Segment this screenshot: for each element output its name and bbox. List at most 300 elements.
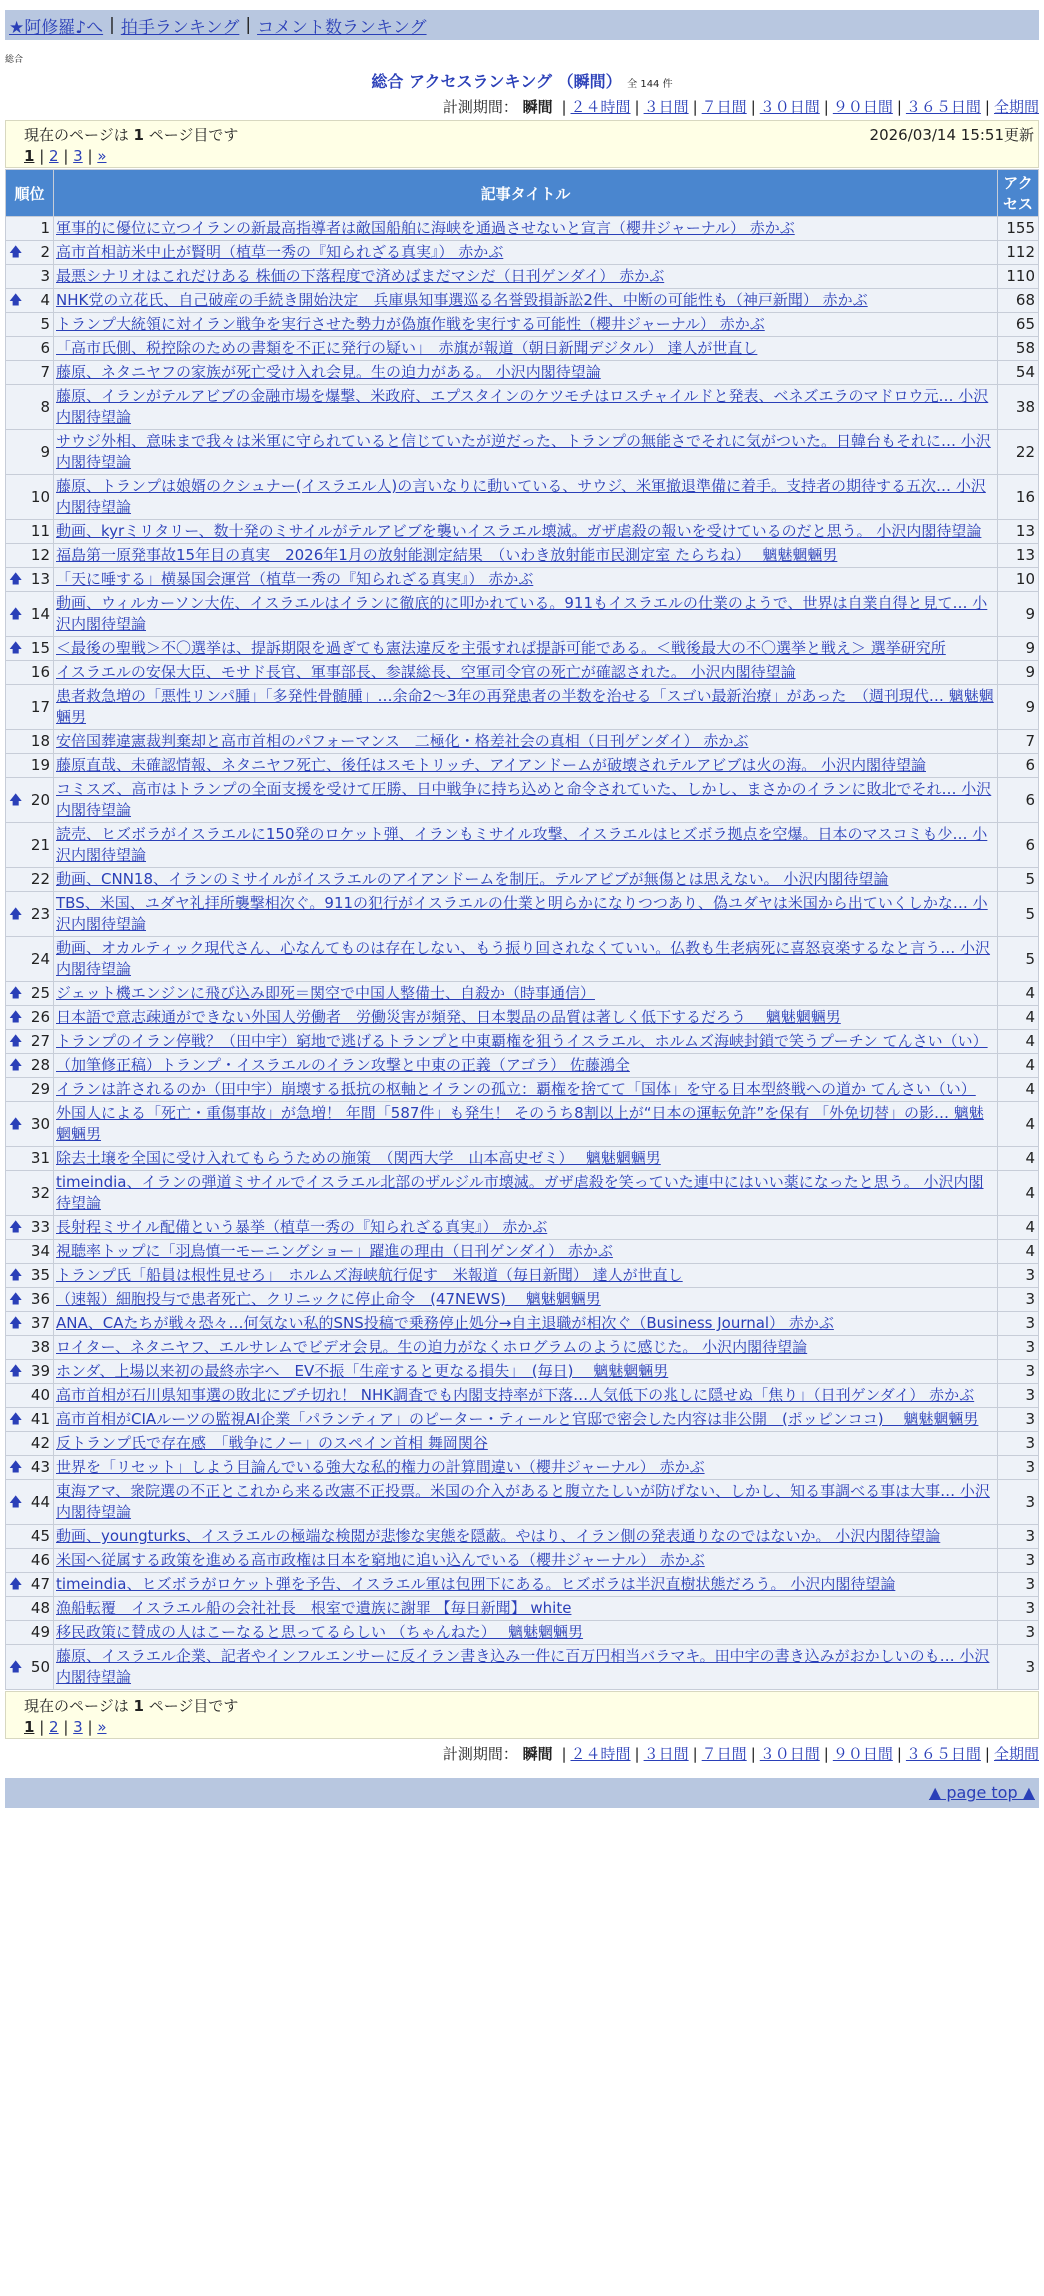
rank-number: 48: [30, 1599, 50, 1617]
rank-cell: [6, 637, 54, 661]
rank-up-arrow-icon: 🡅: [9, 986, 23, 1001]
period-selector-top: [5, 96, 1039, 117]
rank-up-arrow-icon: 🡅: [9, 1116, 23, 1132]
rank-cell: [6, 1171, 54, 1216]
access-count: 3: [998, 1573, 1039, 1597]
article-link[interactable]: NHK党の立花氏、自己破産の手続き開始決定 兵庫県知事選巡る名誉毀損訴訟2件、中断の可能性も（神戸新聞） 赤かぶ: [56, 291, 868, 309]
article-link[interactable]: 藤原、トランプは娘婿のクシュナー(イスラエル人)の言いなりに動いている、サウジ、米軍撤退準備に着手。支持者の期待する五次… 小沢内閣待望論: [56, 477, 986, 516]
title-cell: [54, 361, 998, 385]
table-row: [6, 241, 1039, 265]
rank-number: 42: [30, 1434, 50, 1452]
article-link[interactable]: トランプ氏「船員は根性見せろ」 ホルムズ海峡航行促す 米報道（毎日新聞） 達人が世直し: [56, 1266, 683, 1284]
header-access: アクセス: [998, 170, 1039, 217]
table-row: [6, 1645, 1039, 1690]
rank-number: 32: [30, 1183, 50, 1202]
article-link[interactable]: 米国へ従属する政策を進める高市政権は日本を窮地に追い込んでいる（櫻井ジャーナル） 赤かぶ: [56, 1551, 705, 1569]
period-link[interactable]: ３６５日間: [905, 98, 981, 116]
access-count: 5: [998, 937, 1039, 982]
article-link[interactable]: コミスズ、高市はトランプの全面支援を受けて圧勝、日中戦争に持ち込めと命令されていた、しかし、まさかのイランに敗北でそれ… 小沢内閣待望論: [56, 780, 992, 819]
table-row: [6, 1171, 1039, 1216]
table-row: [6, 1549, 1039, 1573]
title-cell: [54, 1384, 998, 1408]
title-cell: [54, 544, 998, 568]
access-count: 4: [998, 982, 1039, 1006]
rank-up-arrow-icon: 🡅: [9, 572, 23, 587]
period-separator: |: [896, 1745, 902, 1763]
title-cell: [54, 823, 998, 868]
title-cell: [54, 1621, 998, 1645]
page-text-before: 現在のページは: [24, 126, 134, 144]
rank-number: 31: [30, 1149, 50, 1167]
table-row: [6, 1264, 1039, 1288]
rank-number: 49: [30, 1623, 50, 1641]
article-link[interactable]: 漁船転覆 イスラエル船の会社社長 根室で遺族に謝罪 【毎日新聞】 white: [56, 1599, 572, 1617]
rank-number: 34: [30, 1242, 50, 1260]
table-row: [6, 592, 1039, 637]
rank-cell: [6, 982, 54, 1006]
updated-timestamp: 2026/03/14 15:51更新: [869, 126, 1034, 144]
rank-number: 22: [30, 870, 50, 888]
title-cell: [54, 754, 998, 778]
period-link[interactable]: ７日間: [701, 1745, 747, 1763]
access-count: 112: [998, 241, 1039, 265]
rank-up-arrow-icon: 🡅: [9, 1659, 23, 1675]
table-row: [6, 937, 1039, 982]
page-info-bottom: [5, 1691, 1039, 1739]
article-link[interactable]: 「天に唾する」横暴国会運営（植草一秀の『知られざる真実』） 赤かぶ: [56, 570, 534, 588]
rank-up-arrow-icon: 🡅: [9, 1058, 23, 1073]
access-count: 5: [998, 868, 1039, 892]
title-cell: [54, 592, 998, 637]
rank-cell: [6, 1264, 54, 1288]
table-row: [6, 385, 1039, 430]
access-count: 16: [998, 475, 1039, 520]
access-count: 3: [998, 1621, 1039, 1645]
rank-cell: [6, 265, 54, 289]
title-cell: [54, 265, 998, 289]
title-cell: [54, 385, 998, 430]
rank-number: 43: [30, 1458, 50, 1476]
title-cell: [54, 1549, 998, 1573]
access-count: 65: [998, 313, 1039, 337]
article-link[interactable]: ANA、CAたちが戦々恐々…何気ない私的SNS投稿で乗務停止処分→自主退職が相次ぐ（Business Journal） 赤かぶ: [56, 1314, 834, 1332]
access-count: 3: [998, 1360, 1039, 1384]
rank-cell: [6, 1240, 54, 1264]
title-cell: [54, 241, 998, 265]
page-info-top: [5, 120, 1039, 168]
rank-cell: [6, 685, 54, 730]
article-link[interactable]: 藤原、イランがテルアビブの金融市場を爆撃、米政府、エプスタインのケツモチはロスチャイルドと発表、ベネズエラのマドロウ元… 小沢内閣待望論: [56, 387, 989, 426]
title-cell: [54, 937, 998, 982]
article-link[interactable]: サウジ外相、意味まで我々は米軍に守られていると信じていたが逆だった、トランプの無能さでそれに気がついた。日韓台もそれに… 小沢内閣待望論: [56, 432, 991, 471]
table-row: [6, 661, 1039, 685]
title-cell: [54, 982, 998, 1006]
category-label: 総合: [5, 55, 24, 65]
title-cell: [54, 778, 998, 823]
rank-number: 13: [30, 570, 50, 588]
table-row: [6, 265, 1039, 289]
access-count: 5: [998, 892, 1039, 937]
rank-number: 6: [40, 339, 50, 357]
period-link[interactable]: ７日間: [701, 98, 747, 116]
title-cell: [54, 1030, 998, 1054]
ranking-table: [5, 169, 1039, 1690]
title-cell: [54, 1336, 998, 1360]
article-link[interactable]: 安倍国葬違憲裁判棄却と高市首相のパフォーマンス 二極化・格差社会の真相（日刊ゲンダイ） 赤かぶ: [56, 732, 749, 750]
table-row: [6, 1384, 1039, 1408]
ranking-title: 総合 アクセスランキング （瞬間）: [371, 72, 622, 91]
access-count: 4: [998, 1216, 1039, 1240]
rank-cell: [6, 430, 54, 475]
article-link[interactable]: 視聴率トップに「羽鳥慎一モーニングショー」躍進の理由（日刊ゲンダイ） 赤かぶ: [56, 1242, 613, 1260]
rank-number: 39: [30, 1362, 50, 1380]
article-link[interactable]: 藤原、イスラエル企業、記者やインフルエンサーに反イラン書き込み一件に百万円相当バラマキ。田中宇の書き込みがおかしいのも… 小沢内閣待望論: [56, 1647, 990, 1686]
rank-number: 8: [40, 397, 50, 416]
article-link[interactable]: 動画、CNN18、イランのミサイルがイスラエルのアイアンドームを制圧。テルアビブが無傷とは思えない。 小沢内閣待望論: [56, 870, 889, 888]
title-cell: [54, 1147, 998, 1171]
rank-cell: [6, 1078, 54, 1102]
article-link[interactable]: 世界を「リセット」しよう目論んでいる強大な私的権力の計算間違い（櫻井ジャーナル） 赤かぶ: [56, 1458, 705, 1476]
title-cell: [54, 1456, 998, 1480]
period-separator: |: [634, 98, 640, 116]
rank-up-arrow-icon: 🡅: [9, 293, 23, 308]
rank-cell: [6, 1384, 54, 1408]
table-row: [6, 217, 1039, 241]
rank-number: 2: [40, 243, 50, 261]
article-link[interactable]: 藤原、ネタニヤフの家族が死亡受け入れ会見。生の迫力がある。 小沢内閣待望論: [56, 363, 601, 381]
page-title: [5, 69, 1039, 92]
rank-cell: [6, 730, 54, 754]
article-link[interactable]: イスラエルの安保大臣、モサド長官、軍事部長、参謀総長、空軍司令官の死亡が確認された。 小沢内閣待望論: [56, 663, 796, 681]
title-cell: [54, 892, 998, 937]
rank-number: 15: [30, 639, 50, 657]
rank-cell: [6, 1408, 54, 1432]
article-link[interactable]: 藤原直哉、未確認情報、ネタニヤフ死亡、後任はスモトリッチ、アイアンドームが破壊されテルアビブは火の海。 小沢内閣待望論: [56, 756, 926, 774]
article-link[interactable]: 高市首相が石川県知事選の敗北にブチ切れ！ NHK調査でも内閣支持率が下落…人気低下の兆しに隠せぬ「焦り」（日刊ゲンダイ） 赤かぶ: [56, 1386, 975, 1404]
rank-cell: [6, 520, 54, 544]
article-link[interactable]: ロイター、ネタニヤフ、エルサレムでビデオ会見。生の迫力がなくホログラムのように感じた。 小沢内閣待望論: [56, 1338, 808, 1356]
comment-ranking-link[interactable]: コメント数ランキング: [257, 17, 427, 38]
rank-cell: [6, 592, 54, 637]
table-row: [6, 1597, 1039, 1621]
rank-cell: [6, 1054, 54, 1078]
table-row: [6, 1102, 1039, 1147]
period-label: 計測期間：: [442, 98, 518, 116]
article-link[interactable]: 最悪シナリオはこれだけある 株価の下落程度で済めばまだマシだ（日刊ゲンダイ） 赤かぶ: [56, 267, 665, 285]
title-cell: [54, 1006, 998, 1030]
pager-separator: |: [34, 1718, 50, 1736]
rank-cell: [6, 937, 54, 982]
access-count: 4: [998, 1171, 1039, 1216]
table-row: [6, 1525, 1039, 1549]
access-count: 4: [998, 1054, 1039, 1078]
article-link[interactable]: ホンダ、上場以来初の最終赤字へ EV不振「生産すると更なる損失」 (毎日) 魑魅魍魎男: [56, 1362, 669, 1380]
article-link[interactable]: 日本語で意志疎通ができない外国人労働者 労働災害が頻発、日本製品の品質は著しく低下するだろう 魑魅魍魎男: [56, 1008, 841, 1026]
article-link[interactable]: 動画、ウィルカーソン大佐、イスラエルはイランに徹底的に叩かれている。911もイスラエルの仕業のようで、世界は自業自得と見て… 小沢内閣待望論: [56, 594, 988, 633]
rank-number: 41: [30, 1410, 50, 1428]
rank-up-arrow-icon: 🡅: [9, 641, 23, 656]
rank-number: 3: [40, 267, 50, 285]
access-count: 6: [998, 823, 1039, 868]
clap-ranking-link[interactable]: 拍手ランキング: [120, 17, 240, 38]
access-count: 4: [998, 1240, 1039, 1264]
table-row: [6, 1480, 1039, 1525]
rank-up-arrow-icon: 🡅: [9, 1494, 23, 1510]
rank-number: 45: [30, 1527, 50, 1545]
period-link[interactable]: ２４時間: [570, 1745, 631, 1763]
period-separator: |: [896, 98, 902, 116]
article-link[interactable]: トランプ大統領に対イラン戦争を実行させた勢力が偽旗作戦を実行する可能性（櫻井ジャーナル） 赤かぶ: [56, 315, 765, 333]
article-link[interactable]: ＜最後の聖戦＞不〇選挙は、提訴期限を過ぎても憲法違反を主張すれば提訴可能である。＜戦後最大の不〇選挙と戦え＞ 選挙研究所: [56, 639, 946, 657]
period-link[interactable]: ３６５日間: [905, 1745, 981, 1763]
period-current: 瞬間: [522, 1745, 553, 1763]
rank-up-arrow-icon: 🡅: [9, 245, 23, 260]
pager-bottom: [24, 1718, 1038, 1736]
article-link[interactable]: 読売、ヒズボラがイスラエルに150発のロケット弾、イランもミサイル攻撃、イスラエルはヒズボラ拠点を空爆。日本のマスコミも少… 小沢内閣待望論: [56, 825, 988, 864]
table-row: [6, 361, 1039, 385]
rank-cell: [6, 1006, 54, 1030]
title-cell: [54, 1264, 998, 1288]
rank-up-arrow-icon: 🡅: [9, 1292, 23, 1307]
rank-number: 36: [30, 1290, 50, 1308]
period-separator: |: [561, 1745, 567, 1763]
pager-link[interactable]: 3: [73, 147, 83, 165]
page-text-after: ページ目です: [143, 126, 239, 144]
title-cell: [54, 568, 998, 592]
access-count: 3: [998, 1288, 1039, 1312]
period-separator: |: [692, 1745, 698, 1763]
table-row: [6, 754, 1039, 778]
title-cell: [54, 1525, 998, 1549]
title-cell: [54, 520, 998, 544]
period-link[interactable]: ３日間: [643, 98, 689, 116]
rank-up-arrow-icon: 🡅: [9, 1316, 23, 1331]
rank-number: 33: [30, 1218, 50, 1236]
top-nav-bar: [5, 10, 1039, 40]
title-cell: [54, 661, 998, 685]
article-link[interactable]: 東海アマ、衆院選の不正とこれから来る改憲不正投票。米国の介入があると腹立たしいが防げない、しかし、知る事調べる事は大事… 小沢内閣待望論: [56, 1482, 990, 1521]
table-row: [6, 1240, 1039, 1264]
title-cell: [54, 1645, 998, 1690]
rank-cell: [6, 1312, 54, 1336]
period-link[interactable]: ３０日間: [759, 1745, 820, 1763]
article-link[interactable]: 「高市氏側、税控除のための書類を不正に発行の疑い」 赤旗が報道（朝日新聞デジタル） 達人が世直し: [56, 339, 758, 357]
header-title: 記事タイトル: [54, 170, 998, 217]
period-link[interactable]: ３日間: [643, 1745, 689, 1763]
table-row: [6, 1078, 1039, 1102]
table-row: [6, 568, 1039, 592]
rank-number: 19: [30, 756, 50, 774]
rank-up-arrow-icon: 🡅: [9, 1220, 23, 1235]
pager-link[interactable]: 2: [49, 147, 59, 165]
rank-cell: [6, 1288, 54, 1312]
table-row: [6, 730, 1039, 754]
access-count: 68: [998, 289, 1039, 313]
rank-up-arrow-icon: 🡅: [9, 606, 23, 622]
rank-cell: [6, 1573, 54, 1597]
table-row: [6, 289, 1039, 313]
table-row: [6, 1006, 1039, 1030]
article-link[interactable]: 動画、youngturks、イスラエルの極端な検閲が悲惨な実態を隠蔽。やはり、イラン側の発表通りなのではないか。 小沢内閣待望論: [56, 1527, 941, 1545]
article-link[interactable]: 移民政策に賛成の人はこーなると思ってるらしい （ちゃんねた） 魑魅魍魎男: [56, 1623, 584, 1641]
rank-cell: [6, 754, 54, 778]
article-link[interactable]: （速報）細胞投与で患者死亡、クリニックに停止命令 (47NEWS) 魑魅魍魎男: [56, 1290, 601, 1308]
period-separator: |: [561, 98, 567, 116]
rank-cell: [6, 1645, 54, 1690]
rank-up-arrow-icon: 🡅: [9, 1412, 23, 1427]
title-cell: [54, 730, 998, 754]
article-link[interactable]: 外国人による「死亡・重傷事故」が急増！ 年間「587件」も発生！ そのうち8割以上が“日本の運転免許”を保有 「外免切替」の影… 魑魅魍魎男: [56, 1104, 984, 1143]
rank-up-arrow-icon: 🡅: [9, 1577, 23, 1592]
title-cell: [54, 1288, 998, 1312]
table-row: [6, 1432, 1039, 1456]
rank-cell: [6, 217, 54, 241]
access-count: 3: [998, 1312, 1039, 1336]
title-cell: [54, 1360, 998, 1384]
rank-cell: [6, 1216, 54, 1240]
access-count: 3: [998, 1264, 1039, 1288]
period-link[interactable]: 全期間: [993, 98, 1039, 116]
period-selector-bottom: [5, 1743, 1039, 1764]
pager-separator: |: [34, 147, 50, 165]
title-cell: [54, 868, 998, 892]
rank-number: 16: [30, 663, 50, 681]
access-count: 3: [998, 1432, 1039, 1456]
period-link[interactable]: ２４時間: [570, 98, 631, 116]
rank-cell: [6, 1360, 54, 1384]
access-count: 9: [998, 685, 1039, 730]
pager-current-page: 1: [24, 147, 35, 165]
article-link[interactable]: 反トランプ氏で存在感 「戦争にノー」のスペイン首相 舞岡関谷: [56, 1434, 488, 1452]
article-link[interactable]: 患者救急増の「悪性リンパ腫」「多発性骨髄腫」…余命2～3年の再発患者の半数を治せる「スゴい最新治療」があった （週刊現代… 魑魅魍魎男: [56, 687, 994, 726]
article-link[interactable]: 除去土壌を全国に受け入れてもらうための施策 （関西大学 山本高史ゼミ） 魑魅魍魎男: [56, 1149, 661, 1167]
article-link[interactable]: イランは許されるのか（田中宇）崩壊する抵抗の枢軸とイランの孤立：覇権を捨てて「国体」を守る日本型終戦への道か てんさい（い）: [56, 1080, 976, 1098]
page-indicator: [24, 1695, 1038, 1716]
article-link[interactable]: トランプのイラン停戦？（田中宇）窮地で逃げるトランプと中東覇権を狙うイスラエル、ホルムズ海峡封鎖で笑うプーチン てんさい（い）: [56, 1032, 988, 1050]
access-count: 9: [998, 637, 1039, 661]
period-separator: |: [634, 1745, 640, 1763]
rank-number: 4: [40, 291, 50, 309]
rank-cell: [6, 313, 54, 337]
access-count: 4: [998, 1030, 1039, 1054]
rank-number: 11: [30, 522, 50, 540]
period-link[interactable]: ９０日間: [832, 1745, 893, 1763]
access-count: 9: [998, 661, 1039, 685]
page-number: 1: [133, 126, 144, 144]
rank-cell: [6, 1597, 54, 1621]
period-separator: |: [750, 1745, 756, 1763]
period-separator: |: [692, 98, 698, 116]
header-rank: 順位: [6, 170, 54, 217]
article-link[interactable]: 長射程ミサイル配備という暴挙（植草一秀の『知られざる真実』） 赤かぶ: [56, 1218, 548, 1236]
pager-link[interactable]: »: [97, 147, 107, 165]
article-link[interactable]: 動画、kyrミリタリー、数十発のミサイルがテルアビブを襲いイスラエル壊滅。ガザ虐殺の報いを受けているのだと思う。 小沢内閣待望論: [56, 522, 982, 540]
article-link[interactable]: 軍事的に優位に立つイランの新最高指導者は敵国船舶に海峡を通過させないと宣言（櫻井ジャーナル） 赤かぶ: [56, 219, 795, 237]
pager-separator: |: [82, 147, 98, 165]
rank-number: 25: [30, 984, 50, 1002]
table-row: [6, 1408, 1039, 1432]
access-count: 38: [998, 385, 1039, 430]
period-link[interactable]: ３０日間: [759, 98, 820, 116]
rank-number: 38: [30, 1338, 50, 1356]
table-row: [6, 520, 1039, 544]
article-link[interactable]: 高市首相訪米中止が賢明（植草一秀の『知られざる真実』） 赤かぶ: [56, 243, 504, 261]
period-links: [557, 1745, 1039, 1763]
table-row: [6, 1360, 1039, 1384]
bottom-bar: [5, 1778, 1039, 1808]
access-count: 3: [998, 1645, 1039, 1690]
period-link[interactable]: 全期間: [993, 1745, 1039, 1763]
article-link[interactable]: （加筆修正稿）トランプ・イスラエルのイラン攻撃と中東の正義（アゴラ） 佐藤鴻全: [56, 1056, 630, 1074]
rank-cell: [6, 544, 54, 568]
table-row: [6, 1336, 1039, 1360]
access-count: 3: [998, 1384, 1039, 1408]
rank-cell: [6, 1549, 54, 1573]
access-count: 7: [998, 730, 1039, 754]
page-top-link[interactable]: ▲ page top ▲: [928, 1783, 1035, 1802]
period-current: 瞬間: [522, 98, 553, 116]
title-cell: [54, 1432, 998, 1456]
access-count: 13: [998, 520, 1039, 544]
access-count: 3: [998, 1480, 1039, 1525]
table-row: [6, 1621, 1039, 1645]
pager-link[interactable]: »: [97, 1718, 107, 1736]
rank-number: 20: [30, 790, 50, 809]
table-row: [6, 685, 1039, 730]
rank-cell: [6, 778, 54, 823]
table-header-row: [6, 170, 1039, 217]
rank-number: 18: [30, 732, 50, 750]
article-link[interactable]: ジェット機エンジンに飛び込み即死＝関空で中国人整備士、自殺か（時事通信）: [56, 984, 595, 1002]
rank-number: 35: [30, 1266, 50, 1284]
title-cell: [54, 1573, 998, 1597]
access-count: 13: [998, 544, 1039, 568]
pager-separator: |: [82, 1718, 98, 1736]
rank-cell: [6, 661, 54, 685]
home-link[interactable]: ★阿修羅♪へ: [9, 17, 104, 38]
period-separator: |: [823, 1745, 829, 1763]
rank-cell: [6, 1456, 54, 1480]
article-link[interactable]: 福島第一原発事故15年目の真実 2026年1月の放射能測定結果 （いわき放射能市民測定室 たらちね） 魑魅魍魎男: [56, 546, 838, 564]
pager-link[interactable]: 2: [49, 1718, 59, 1736]
rank-cell: [6, 1336, 54, 1360]
access-count: 22: [998, 430, 1039, 475]
access-count: 3: [998, 1525, 1039, 1549]
rank-number: 17: [30, 697, 50, 716]
nav-separator: |: [245, 15, 252, 35]
article-link[interactable]: 動画、オカルティック現代さん、心なんてものは存在しない、もう振り回されなくていい。仏教も生老病死に喜怒哀楽するなと言う… 小沢内閣待望論: [56, 939, 991, 978]
access-count: 6: [998, 778, 1039, 823]
article-link[interactable]: TBS、米国、ユダヤ礼拝所襲撃相次ぐ。911の犯行がイスラエルの仕業と明らかになりつつあり、偽ユダヤは米国から出ていくしかな… 小沢内閣待望論: [56, 894, 988, 933]
rank-up-arrow-icon: 🡅: [9, 906, 23, 922]
article-link[interactable]: timeindia、イランの弾道ミサイルでイスラエル北部のザルジル市壊滅。ガザ虐殺を笑っていた連中にはいい薬になったと思う。 小沢内閣待望論: [56, 1173, 984, 1212]
pager-separator: |: [58, 1718, 74, 1736]
rank-number: 1: [40, 219, 50, 237]
rank-cell: [6, 1525, 54, 1549]
title-cell: [54, 685, 998, 730]
rank-up-arrow-icon: 🡅: [9, 1268, 23, 1283]
rank-number: 21: [30, 835, 50, 854]
title-cell: [54, 430, 998, 475]
article-link[interactable]: 高市首相がCIAルーツの監視AI企業「パランティア」のピーター・ティールと官邸で密会した内容は非公開 (ポッピンココ) 魑魅魍魎男: [56, 1410, 979, 1428]
title-cell: [54, 637, 998, 661]
article-link[interactable]: timeindia、ヒズボラがロケット弾を予告、イスラエル軍は包囲下にある。ヒズボラは半沢直樹状態だろう。 小沢内閣待望論: [56, 1575, 896, 1593]
title-cell: [54, 1171, 998, 1216]
table-row: [6, 778, 1039, 823]
period-link[interactable]: ９０日間: [832, 98, 893, 116]
rank-cell: [6, 475, 54, 520]
pager-link[interactable]: 3: [73, 1718, 83, 1736]
